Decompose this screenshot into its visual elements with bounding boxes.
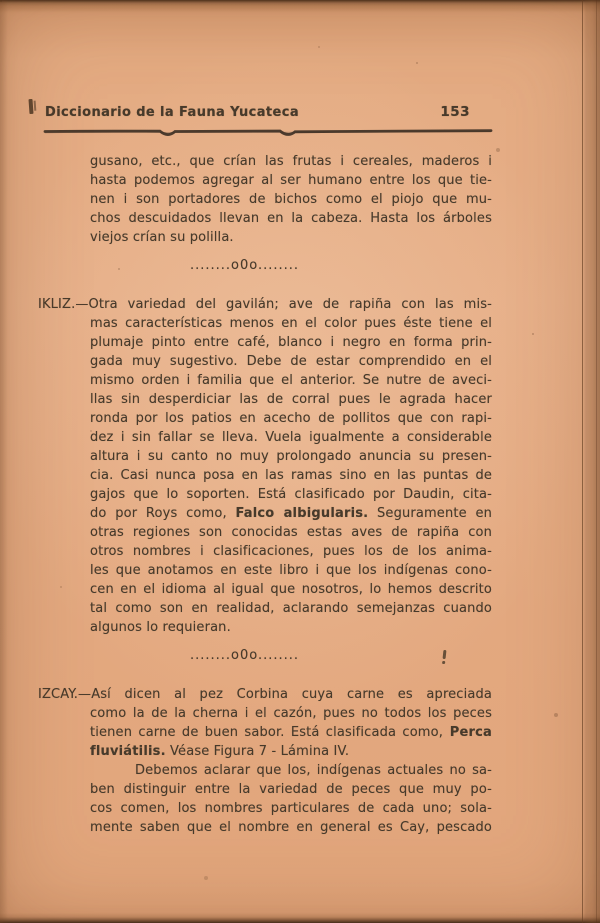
text-segment: plumaje pinto entre café, blanco i negro en forma prin- — [90, 335, 492, 350]
text-line — [135, 761, 492, 780]
text-line — [90, 352, 492, 371]
text-segment: cos comen, los nombres particulares de cada uno; sola- — [90, 801, 492, 816]
page-number: 153 — [440, 104, 470, 120]
text-segment: gada muy sugestivo. Debe de estar comprendido en el — [90, 354, 492, 369]
text-line — [90, 818, 492, 837]
text-line — [90, 428, 492, 447]
text-segment: hasta podemos agregar al ser humano entre los que tie- — [90, 173, 492, 188]
text-line — [90, 371, 492, 390]
text-line — [90, 580, 492, 599]
text-segment: mente saben que el nombre en general es Cay, pescado — [90, 820, 492, 835]
text-segment: Seguramente en — [368, 506, 492, 521]
text-segment: ronda por los patios en acecho de pollitos que con rapi- — [90, 411, 492, 426]
text-line — [90, 599, 492, 618]
text-segment: gajos que lo soporten. Está clasificado por Daudin, cita- — [90, 487, 492, 502]
section-separator: ........o0o........ — [190, 258, 300, 273]
scan-edge-top — [0, 0, 600, 12]
section-separator: ........o0o........ — [190, 648, 300, 663]
header-rule — [42, 125, 494, 137]
text-segment: cen en el idioma al igual que nosotros, lo hemos descrito — [90, 582, 492, 597]
page-edge-right — [582, 0, 600, 923]
text-segment: do por Roys como, — [90, 506, 236, 521]
text-segment: tienen carne de buen sabor. Está clasificada como, — [90, 725, 443, 740]
species-name: fluviátilis. — [90, 744, 166, 759]
text-segment: IKLIZ.—Otra variedad del gavilán; ave de rapiña con las mis- — [38, 297, 492, 312]
text-line — [90, 504, 492, 523]
text-line — [90, 742, 492, 761]
text-segment: como la de la cherna i el cazón, pues no todos los peces — [90, 706, 492, 721]
text-segment: viejos crían su polilla. — [90, 230, 234, 245]
text-line — [90, 209, 492, 228]
paragraph-continuation — [38, 152, 492, 247]
species-name: Perca — [443, 725, 492, 740]
text-segment: les que anotamos en este libro i que los indígenas cono- — [90, 563, 492, 578]
text-line — [90, 333, 492, 352]
text-block — [38, 152, 492, 837]
text-line — [90, 314, 492, 333]
text-line — [90, 190, 492, 209]
text-line — [90, 152, 492, 171]
text-segment: mismo orden i familia que el anterior. Se nutre de aveci- — [90, 373, 492, 388]
text-line — [90, 447, 492, 466]
text-line — [90, 561, 492, 580]
text-segment: llas sin desperdiciar las de corral pues le agrada hacer — [90, 392, 492, 407]
scan-edge-bottom — [0, 913, 600, 923]
book-title: Diccionario de la Fauna Yucateca — [45, 105, 300, 120]
text-line — [90, 704, 492, 723]
text-line — [90, 466, 492, 485]
entry-ikliz — [38, 295, 492, 637]
paragraph-debemos — [38, 761, 492, 837]
text-segment: Debemos aclarar que los, indígenas actuales no sa- — [135, 763, 492, 778]
text-line — [90, 780, 492, 799]
scan-edge-left — [0, 0, 8, 923]
text-line — [38, 685, 492, 704]
text-segment: dez i sin fallar se lleva. Vuela igualmente a considerable — [90, 430, 492, 445]
text-segment: otras regiones son conocidas estas aves de rapiña con — [90, 525, 492, 540]
text-segment: nen i son portadores de bichos como el piojo que mu- — [90, 192, 492, 207]
running-header — [45, 104, 470, 120]
text-line — [90, 523, 492, 542]
entry-izcay — [38, 685, 492, 761]
text-segment: mas características menos en el color pues éste tiene el — [90, 316, 492, 331]
text-segment: otros nombres i clasificaciones, pues los de los anima- — [90, 544, 492, 559]
text-line — [90, 485, 492, 504]
text-line — [90, 542, 492, 561]
text-segment: Véase Figura 7 - Lámina IV. — [165, 744, 350, 759]
ink-blot-artifact — [28, 99, 33, 114]
text-line — [90, 171, 492, 190]
text-segment: chos descuidados llevan en la cabeza. Hasta los árboles — [90, 211, 492, 226]
text-segment: algunos lo requieran. — [90, 620, 231, 635]
species-name: Falco albigularis. — [235, 506, 369, 521]
text-segment: IZCAY.—Así dicen al pez Corbina cuya carne es apreciada — [38, 687, 492, 702]
text-line — [90, 799, 492, 818]
text-line — [90, 390, 492, 409]
text-segment: cia. Casi nunca posa en las ramas sino en las puntas de — [90, 468, 492, 483]
text-line — [90, 723, 492, 742]
text-segment: tal como son en realidad, aclarando semejanzas cuando — [90, 601, 492, 616]
text-line — [90, 618, 492, 637]
text-segment: ben distinguir entre la variedad de peces que muy po- — [90, 782, 492, 797]
text-line — [38, 295, 492, 314]
text-line — [90, 409, 492, 428]
text-segment: altura i su canto no muy prolongado anuncia su presen- — [90, 449, 492, 464]
text-segment: gusano, etc., que crían las frutas i cereales, maderos i — [90, 154, 492, 169]
text-line — [90, 228, 492, 247]
